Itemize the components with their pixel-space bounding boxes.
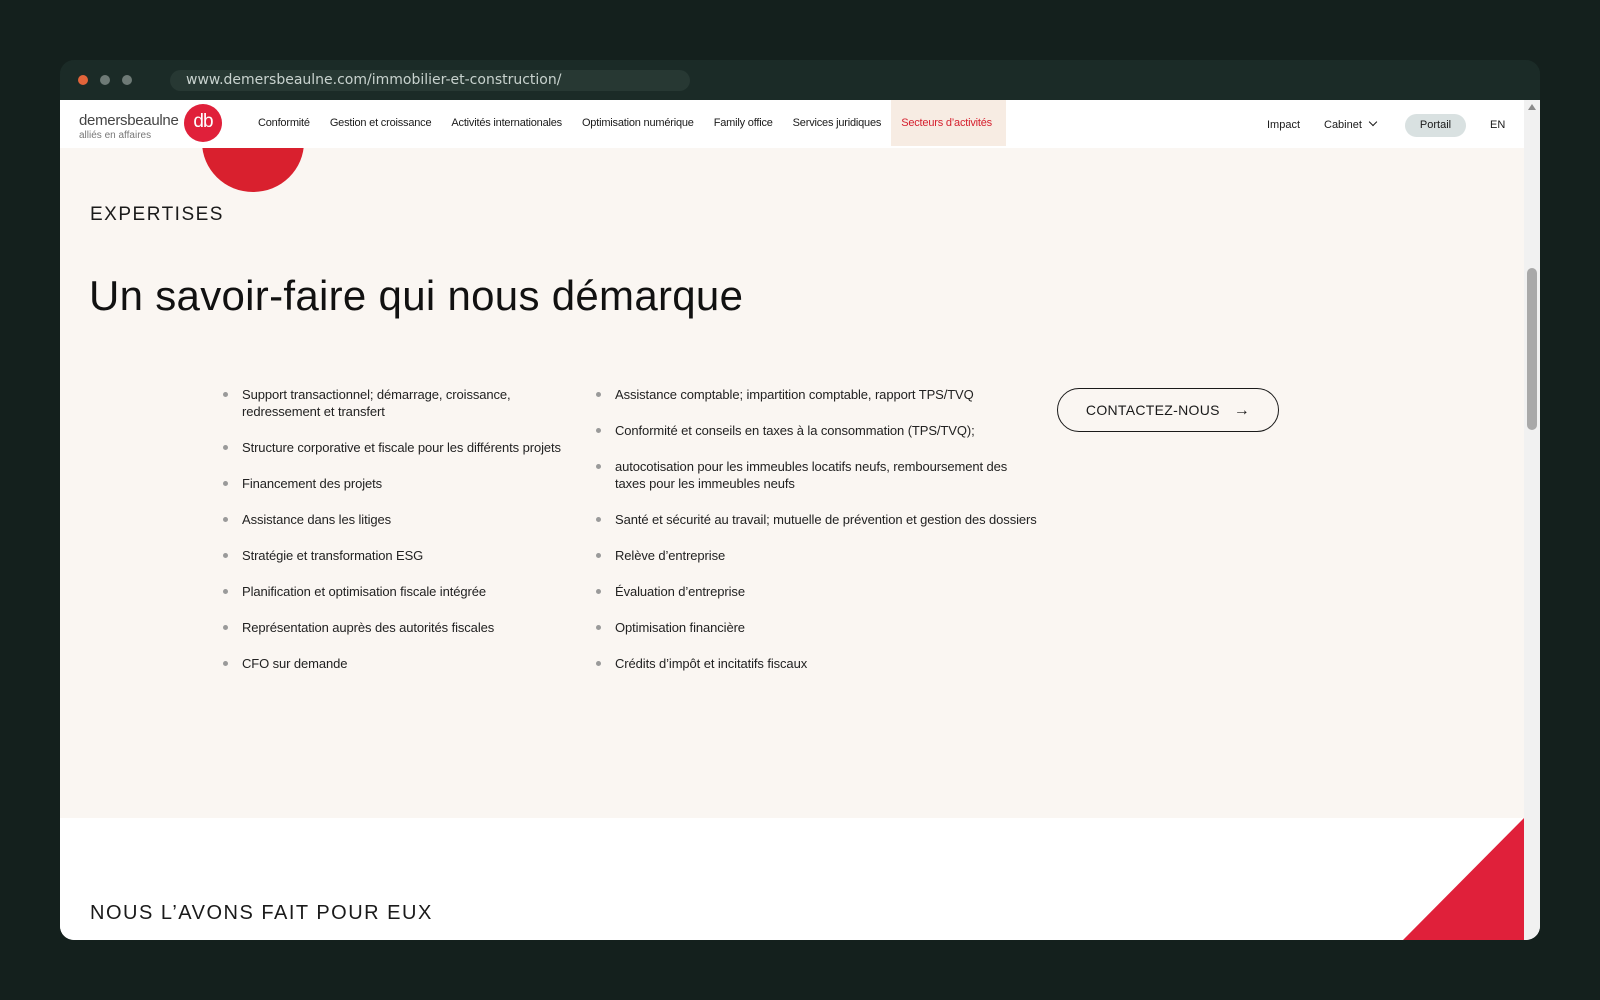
list-item: Stratégie et transformation ESG xyxy=(222,547,582,564)
section-title: NOUS L’AVONS FAIT POUR EUX xyxy=(90,902,433,924)
site-header xyxy=(60,100,1524,148)
list-item: Représentation auprès des autorités fiscales xyxy=(222,619,582,636)
nav-item-gestion-croissance[interactable]: Gestion et croissance xyxy=(329,117,432,129)
nav-link-impact[interactable]: Impact xyxy=(1267,119,1301,131)
chevron-down-icon xyxy=(1369,118,1377,126)
nav-item-conformite[interactable]: Conformité xyxy=(258,117,310,129)
list-item: Planification et optimisation fiscale intégrée xyxy=(222,583,582,600)
expertise-list-left xyxy=(222,386,582,672)
list-item: Assistance dans les litiges xyxy=(222,511,582,528)
logo-wordmark: demersbeaulne xyxy=(79,112,179,129)
list-item: Évaluation d’entreprise xyxy=(595,583,1040,600)
main-nav xyxy=(248,100,1006,146)
decorative-red-triangle xyxy=(1403,818,1524,940)
nav-item-activites-internationales[interactable]: Activités internationales xyxy=(451,117,562,129)
close-window-button[interactable] xyxy=(78,75,88,85)
list-item: Optimisation financière xyxy=(595,619,1040,636)
browser-window xyxy=(60,60,1540,940)
expertises-section xyxy=(60,100,1524,818)
browser-titlebar xyxy=(60,60,1540,100)
list-item: autocotisation pour les immeubles locatifs neufs, remboursement des taxes pour les immeubles neufs xyxy=(595,458,1040,492)
list-item: Support transactionnel; démarrage, croissance, redressement et transfert xyxy=(222,386,582,420)
maximize-window-button[interactable] xyxy=(122,75,132,85)
expertise-list-right xyxy=(595,386,1040,672)
list-item: Santé et sécurité au travail; mutuelle de prévention et gestion des dossiers xyxy=(595,511,1040,528)
logo-tagline: alliés en affaires xyxy=(79,130,152,141)
page-headline: Un savoir-faire qui nous démarque xyxy=(89,272,744,319)
list-item: Financement des projets xyxy=(222,475,582,492)
minimize-window-button[interactable] xyxy=(100,75,110,85)
page-viewport xyxy=(60,100,1540,940)
page-scrollbar[interactable] xyxy=(1524,100,1540,940)
section-eyebrow: EXPERTISES xyxy=(90,204,224,225)
case-studies-section xyxy=(60,818,1524,940)
language-toggle[interactable]: EN xyxy=(1490,119,1506,131)
address-bar[interactable]: www.demersbeaulne.com/immobilier-et-construction/ xyxy=(170,70,690,91)
scrollbar-thumb[interactable] xyxy=(1527,268,1537,430)
cabinet-label: Cabinet xyxy=(1324,119,1362,131)
logo-mark: db xyxy=(184,104,222,142)
list-item: Crédits d’impôt et incitatifs fiscaux xyxy=(595,655,1040,672)
contact-us-button[interactable] xyxy=(1057,388,1279,432)
list-item: CFO sur demande xyxy=(222,655,582,672)
nav-item-secteurs-activites[interactable]: Secteurs d’activités xyxy=(891,100,1006,146)
nav-dropdown-cabinet[interactable] xyxy=(1324,100,1376,148)
list-item: Assistance comptable; impartition comptable, rapport TPS/TVQ xyxy=(595,386,1040,403)
nav-item-services-juridiques[interactable]: Services juridiques xyxy=(792,117,882,129)
nav-item-optimisation-numerique[interactable]: Optimisation numérique xyxy=(581,117,694,129)
arrow-right-icon: → xyxy=(1233,402,1251,419)
list-item: Relève d’entreprise xyxy=(595,547,1040,564)
nav-item-family-office[interactable]: Family office xyxy=(713,117,773,129)
list-item: Structure corporative et fiscale pour les différents projets xyxy=(222,439,582,456)
list-item: Conformité et conseils en taxes à la consommation (TPS/TVQ); xyxy=(595,422,1040,439)
scroll-up-arrow-icon[interactable] xyxy=(1528,104,1536,110)
contact-us-label: CONTACTEZ-NOUS xyxy=(1085,402,1220,418)
portail-button[interactable]: Portail xyxy=(1405,114,1466,137)
